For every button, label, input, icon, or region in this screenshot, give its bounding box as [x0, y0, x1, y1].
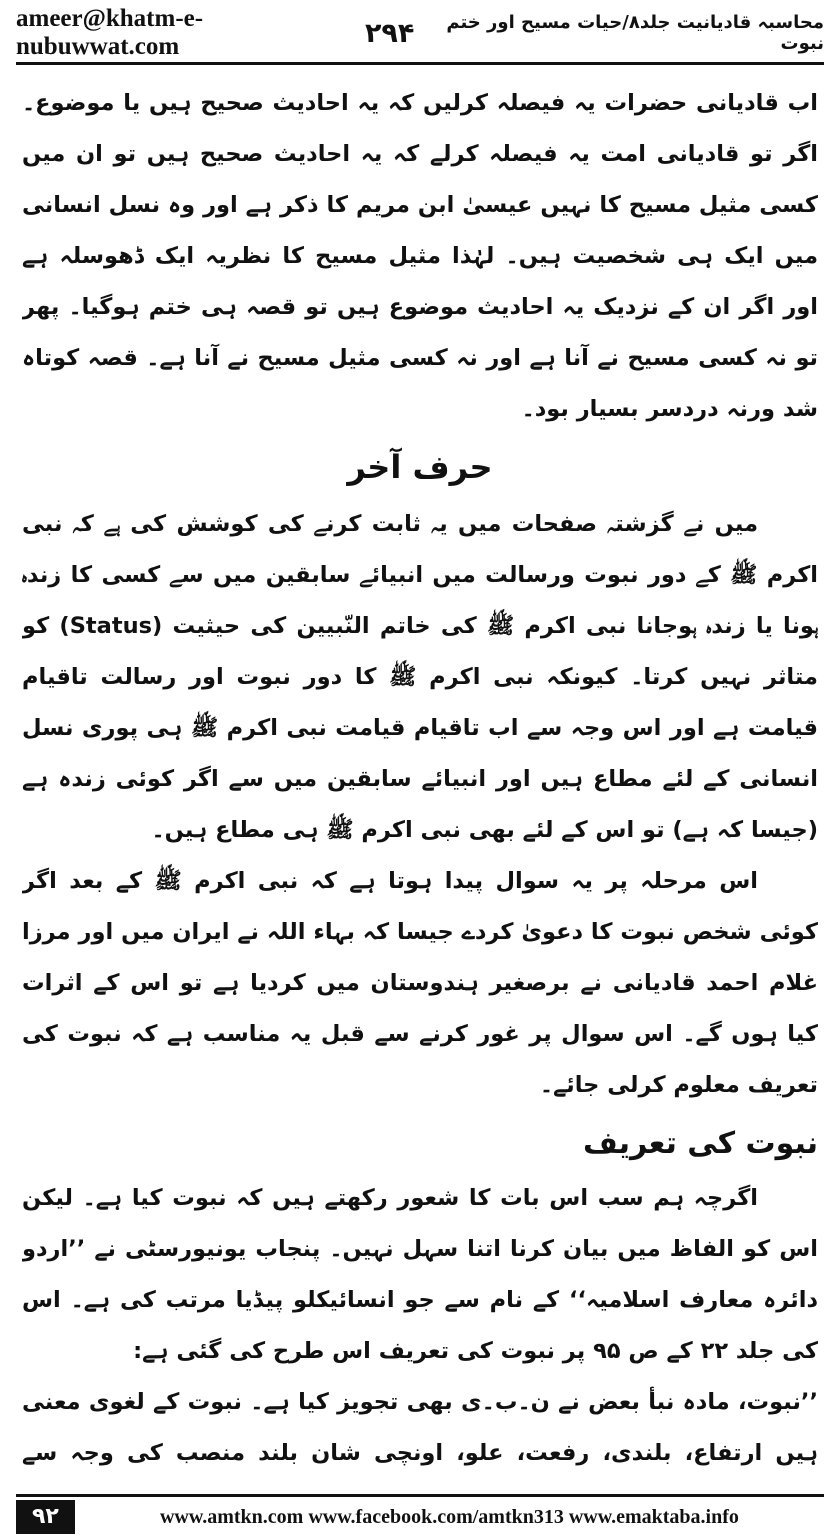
section-heading-nubuwwat-ki-tareef: نبوت کی تعریف: [582, 1126, 818, 1161]
page-body: [22, 78, 818, 1486]
header-rule: [16, 62, 824, 65]
body-paragraph-3: اس مرحلہ پر یہ سوال پیدا ہوتا ہے کہ نبی اکرم ﷺ کے بعد اگر کوئی شخص نبوت کا دعویٰ کردے جیسا کہ بہاء اللہ نے ایران میں اور مرزا غلام احمد قادیانی نے برصغیر ہندوستان میں کردیا ہے تو اس کے اثرات کیا ہوں گے۔ اس سوال پر غور کرنے سے قبل یہ مناسب ہے کہ نبوت کی تعریف معلوم کرلی جائے۔: [22, 868, 818, 1098]
header-left: [16, 5, 414, 61]
footer-page-number: ۹۲: [16, 1500, 75, 1534]
header-email: ameer@khatm-e-nubuwwat.com: [16, 5, 204, 60]
body-paragraph-5-quote: ’’نبوت، مادہ نبأ بعض نے ن۔ب۔ی بھی تجویز کیا ہے۔ نبوت کے لغوی معنی ہیں ارتفاع، بلندی، رفعت، علو، اونچی شان بلند منصب کی وجہ سے: [22, 1389, 818, 1466]
section-heading-harf-e-akhir: حرف آخر: [347, 448, 493, 486]
body-paragraph-4: اگرچہ ہم سب اس بات کا شعور رکھتے ہیں کہ نبوت کیا ہے۔ لیکن اس کو الفاظ میں بیان کرنا اتنا سہل نہیں۔ پنجاب یونیورسٹی نے ’’اردو دائرہ معارف اسلامیہ‘‘ کے نام سے جو انسائیکلو پیڈیا مرتب کی ہے۔ اس کی جلد ۲۲ کے ص ۹۵ پر نبوت کی تعریف اس طرح کی گئی ہے:: [22, 1185, 818, 1364]
header-book-title: محاسبہ قادیانیت جلد۸/حیات مسیح اور ختم نبوت: [446, 12, 824, 54]
page-footer: [16, 1500, 824, 1534]
body-paragraph-2: میں نے گزشتہ صفحات میں یہ ثابت کرنے کی کوشش کی ہے کہ نبی اکرم ﷺ کے دور نبوت ورسالت میں انبیائے سابقین میں سے کسی کا زندہ ہونا یا زندہ ہوجانا نبی اکرم ﷺ کی خاتم النّبیین کی حیثیت (Status) کو متاثر نہیں کرتا۔ کیونکہ نبی اکرم ﷺ کا دور نبوت اور رسالت تاقیام قیامت ہے اور اس وجہ سے اب تاقیام قیامت نبی اکرم ﷺ ہی پوری نسل انسانی کے لئے مطاع ہیں اور انبیائے سابقین میں سے اگر کوئی زندہ ہے (جیسا کہ ہے) تو اس کے لئے بھی نبی اکرم ﷺ ہی مطاع ہیں۔: [22, 511, 818, 843]
footer-rule: [16, 1494, 824, 1497]
footer-website-links[interactable]: www.amtkn.com www.facebook.com/amtkn313 www.emaktaba.info: [159, 1505, 739, 1528]
header-page-number: ۲۹۴: [364, 17, 415, 49]
body-paragraph-1: اب قادیانی حضرات یہ فیصلہ کرلیں کہ یہ احادیث صحیح ہیں یا موضوع۔ اگر تو قادیانی امت یہ فیصلہ کرلے کہ یہ احادیث صحیح ہیں تو ان میں کسی مثیل مسیح کا نہیں عیسیٰ ابن مریم کا ذکر ہے اور وہ نسل انسانی میں ایک ہی شخصیت ہیں۔ لہٰذا مثیل مسیح کا نظریہ ایک ڈھوسلہ ہے اور اگر ان کے نزدیک یہ احادیث موضوع ہیں تو قصہ ہی ختم ہوگیا۔ پھر تو نہ کسی مسیح نے آنا ہے اور نہ کسی مثیل مسیح نے آنا ہے۔ قصہ کوتاہ شد ورنہ دردسر بسیار بود۔: [22, 90, 818, 422]
page-header: [16, 5, 824, 60]
